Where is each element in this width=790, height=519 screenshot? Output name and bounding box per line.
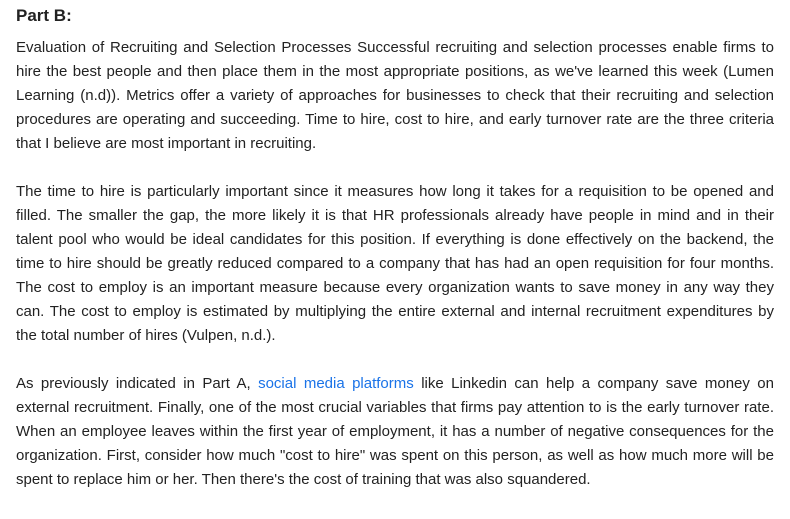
social-media-platforms-link[interactable]: social media platforms <box>258 375 414 392</box>
paragraph-turnover <box>16 372 774 492</box>
section-heading: Part B: <box>16 6 72 25</box>
paragraph-time-to-hire: The time to hire is particularly important since it measures how long it takes for a requisition to be opened and filled. The smaller the gap, the more likely it is that HR professionals already have people in mind and in their talent pool who would be ideal candidates for this position. If everything is done effectively on the backend, the time to hire should be greatly reduced compared to a company that has had an open requisition for four months. The cost to employ is an important measure because every organization wants to save money in any way they can. The cost to employ is estimated by multiplying the entire external and internal recruitment expenditures by the total number of hires (Vulpen, n.d.). <box>16 183 774 344</box>
paragraph-turnover-intro: As previously indicated in Part A, <box>16 375 259 392</box>
paragraph-turnover-body: like Linkedin can help a company save money on external recruitment. Finally, one of the most crucial variables that firms pay attention to is the early turnover rate. When an employee leaves within the first year of employment, it has a number of negative consequences for the organization. First, consider how much "cost to hire" was spent on this person, as well as how much more will be spent to replace him or her. Then there's the cost of training that was also squandered. <box>16 375 774 488</box>
paragraph-evaluation: Evaluation of Recruiting and Selection Processes Successful recruiting and selection processes enable firms to hire the best people and then place them in the most appropriate positions, as we've learned this week (Lumen Learning (n.d)). Metrics offer a variety of approaches for businesses to check that their recruiting and selection procedures are operating and succeeding. Time to hire, cost to hire, and early turnover rate are the three criteria that I believe are most important in recruiting. <box>16 39 774 152</box>
